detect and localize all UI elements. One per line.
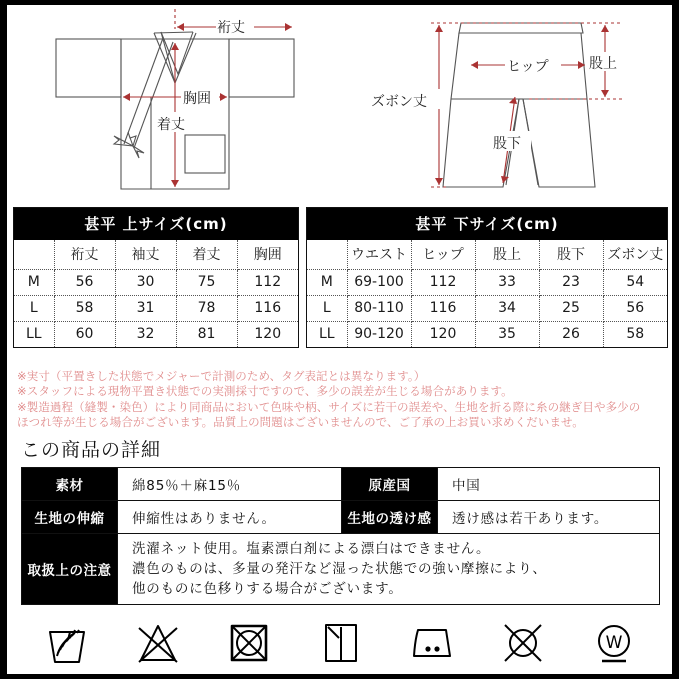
- detail-value-stretch: 伸縮性はありません。: [118, 501, 342, 534]
- note-line: ほつれ等が生じる場合がございます。品質上の問題はございませんので、ご了承の上お買い求めくだいませ。: [17, 414, 584, 429]
- cell-value: 56: [54, 270, 115, 296]
- hand-wash-icon: [42, 620, 92, 666]
- care-line: 他のものに色移りする場合がございます。: [132, 581, 403, 597]
- product-details-table: [21, 467, 660, 605]
- no-bleach-icon: [133, 620, 183, 666]
- cell-value: 78: [176, 296, 237, 322]
- measurement-diagrams: [7, 5, 672, 203]
- cell-value: 32: [115, 322, 176, 348]
- cell-value: 30: [115, 270, 176, 296]
- no-dry-clean-icon: [498, 620, 548, 666]
- table-header-row: [307, 240, 667, 270]
- care-line: 洗濯ネット使用。塩素漂白剤による漂白はできません。: [132, 541, 491, 557]
- col-header-chest: 胸囲: [237, 240, 298, 270]
- row-size-label: LL: [14, 322, 54, 348]
- detail-value-care: [118, 534, 660, 605]
- cell-value: 69-100: [347, 270, 411, 296]
- detail-label-stretch: 生地の伸縮: [22, 501, 118, 534]
- cell-value: 26: [539, 322, 603, 348]
- col-header-rise: 股上: [475, 240, 539, 270]
- cell-value: 31: [115, 296, 176, 322]
- row-size-label: LL: [307, 322, 347, 348]
- details-row-material: [22, 468, 660, 501]
- product-details-heading: この商品の詳細: [21, 439, 162, 461]
- detail-label-sheerness: 生地の透け感: [342, 501, 438, 534]
- cell-value: 34: [475, 296, 539, 322]
- details-row-stretch: [22, 501, 660, 534]
- table-row: [14, 270, 298, 296]
- col-header-inseam: 股下: [539, 240, 603, 270]
- col-header-waist: ウエスト: [347, 240, 411, 270]
- cell-value: 25: [539, 296, 603, 322]
- iron-medium-icon: [407, 620, 457, 666]
- detail-label-care: 取扱上の注意: [22, 534, 118, 605]
- row-size-label: L: [307, 296, 347, 322]
- cell-value: 120: [237, 322, 298, 348]
- cell-value: 58: [603, 322, 667, 348]
- jinbei-pants-diagram: [343, 7, 669, 203]
- care-line: 濃色のものは、多量の発汗など湿った状態での強い摩擦により、: [132, 561, 547, 577]
- cell-value: 80-110: [347, 296, 411, 322]
- row-size-label: M: [307, 270, 347, 296]
- label-rise: 股上: [589, 56, 617, 72]
- size-tables: [13, 207, 668, 348]
- cell-value: 90-120: [347, 322, 411, 348]
- row-size-label: L: [14, 296, 54, 322]
- table-row: [14, 322, 298, 348]
- wet-clean-icon: [589, 620, 639, 666]
- detail-value-origin: 中国: [438, 468, 660, 501]
- label-hip: ヒップ: [507, 59, 549, 75]
- line-dry-shade-icon: [315, 620, 365, 666]
- cell-value: 116: [411, 296, 475, 322]
- table-row: [307, 322, 667, 348]
- cell-value: 60: [54, 322, 115, 348]
- label-chest: 胸囲: [183, 91, 211, 107]
- cell-value: 81: [176, 322, 237, 348]
- col-header-size: [307, 240, 347, 270]
- row-size-label: M: [14, 270, 54, 296]
- col-header-hip: ヒップ: [411, 240, 475, 270]
- cell-value: 116: [237, 296, 298, 322]
- label-body-length: 着丈: [157, 117, 185, 133]
- size-table-top-title: 甚平 上サイズ(cm): [14, 208, 298, 240]
- cell-value: 58: [54, 296, 115, 322]
- col-header-shoulder-sleeve: 裄丈: [54, 240, 115, 270]
- table-header-row: [14, 240, 298, 270]
- details-row-care: [22, 534, 660, 605]
- detail-label-origin: 原産国: [342, 468, 438, 501]
- col-header-sleeve-length: 袖丈: [115, 240, 176, 270]
- page-inner: [7, 5, 672, 674]
- cell-value: 120: [411, 322, 475, 348]
- table-row: [307, 296, 667, 322]
- cell-value: 75: [176, 270, 237, 296]
- cell-value: 23: [539, 270, 603, 296]
- note-line: ※製造過程（縫製・染色）により同商品において色味や柄、サイズに若干の誤差や、生地を折る際に糸の継ぎ目や多少の: [17, 399, 641, 414]
- jinbei-top-diagram: [11, 7, 341, 203]
- table-row: [307, 270, 667, 296]
- detail-value-sheerness: 透け感は若干あります。: [438, 501, 660, 534]
- svg-text:W: W: [605, 633, 623, 653]
- cell-value: 112: [411, 270, 475, 296]
- cell-value: 56: [603, 296, 667, 322]
- col-header-body-length: 着丈: [176, 240, 237, 270]
- cell-value: 54: [603, 270, 667, 296]
- care-symbols-row: [21, 617, 660, 669]
- size-table-top: [13, 207, 299, 348]
- table-row: [14, 296, 298, 322]
- label-inseam: 股下: [493, 136, 521, 152]
- size-table-bottom-title: 甚平 下サイズ(cm): [307, 208, 667, 240]
- label-shoulder-sleeve: 裄丈: [217, 20, 245, 36]
- note-line: ※スタッフによる現物平置き状態での実測採寸ですので、多少の誤差が生じる場合があります。: [17, 384, 513, 399]
- note-line: ※実寸（平置きした状態でメジャーで計測のため、タグ表記とは異なります。）: [17, 369, 426, 383]
- cell-value: 33: [475, 270, 539, 296]
- label-pants-length: ズボン丈: [371, 94, 427, 110]
- cell-value: 35: [475, 322, 539, 348]
- measurement-notes: [17, 369, 667, 430]
- detail-label-material: 素材: [22, 468, 118, 501]
- size-table-bottom: [306, 207, 668, 348]
- cell-value: 112: [237, 270, 298, 296]
- col-header-pants-length: ズボン丈: [603, 240, 667, 270]
- col-header-size: [14, 240, 54, 270]
- no-tumble-dry-icon: [224, 620, 274, 666]
- detail-value-material: 綿85％＋麻15％: [118, 468, 342, 501]
